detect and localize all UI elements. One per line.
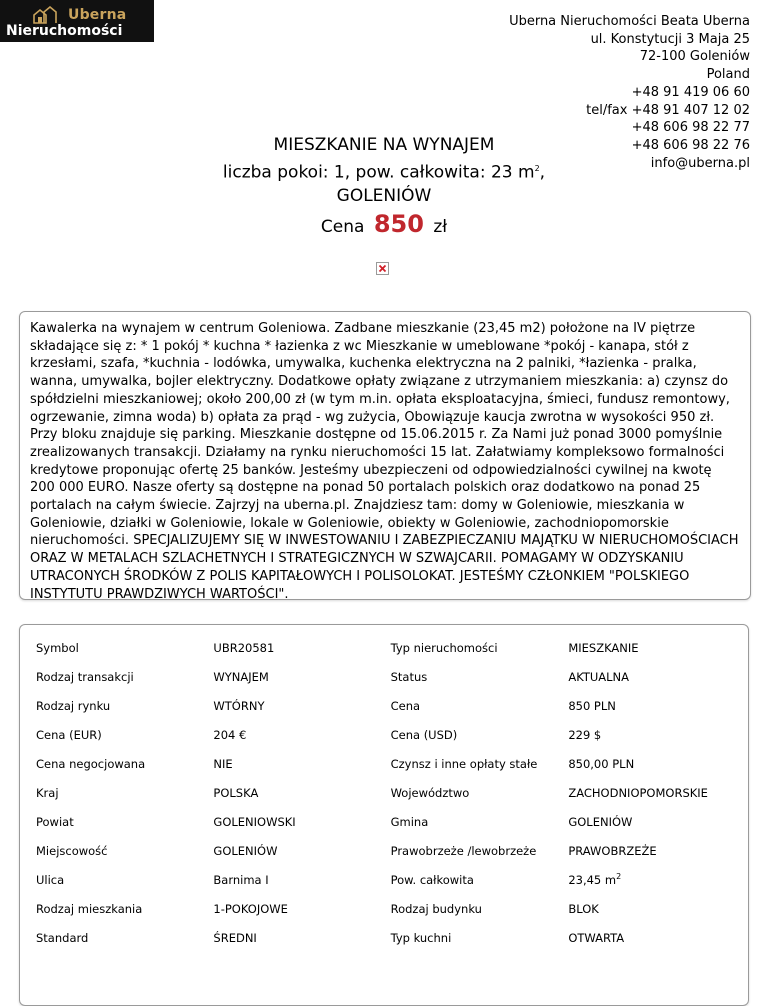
detail-value (213, 894, 390, 923)
detail-value-text: Barnima I (213, 872, 269, 887)
detail-value (568, 633, 748, 662)
detail-value-text: GOLENIOWSKI (213, 814, 296, 829)
detail-label (36, 633, 213, 662)
description-text: Kawalerka na wynajem w centrum Goleniowa. Zadbane mieszkanie (23,45 m2) położone na IV piętrze składające się z: * 1 pokój * kuchna * łazienka z wc Mieszkanie w umeblowane *pokój - kanapa, stół z krzesłami, szafa, *kuchnia - lodówka, umywalka, kuchenka elektryczna na 2 palniki, *łazienka - pralka, wanna, umywalka, bojler elektryczny. Dodatkowe opłaty związane z utrzymaniem mieszkania: a) czynsz do spółdzielni mieszkaniowej; około 200,00 zł (w tym m.in. opłata eksploatacyjna, śmieci, fundusz remontowy, ogrzewanie, zimna woda) b) opłata za prąd - wg zużycia, Obowiązuje kaucja zwrotna w wysokości 950 zł. Przy bloku znajduje się parking. Mieszkanie dostępne od 15.06.2015 r. Za Nami już ponad 3000 pomyślnie zrealizowanych transakcji. Działamy na rynku nieruchomości 15 lat. Załatwiamy kompleksowo formalności kredytowe proponując ofertę 25 banków. Jesteśmy ubezpieczeni od odpowiedzialności cywilnej na kwotę 200 000 EURO. Nasze oferty są dostępne na ponad 50 portalach polskich oraz dodatkowo na ponad 25 portalach na całym świecie. Zajrzyj na uberna.pl. Znajdziesz tam: domy w Goleniowie, mieszkania w Goleniowie, działki w Goleniowie, lokale w Goleniowie, obiekty w Goleniowie, zachodniopomorskie nieruchomości. SPECJALIZUJEMY SIĘ W INWESTOWANIU I ZABEZPIECZANIU MAJĄTKU W NIERUCHOMOŚCIACH ORAZ W METALACH SZLACHETNYCH I STRATEGICZNYCH W SZWAJCARII. POMAGAMY W ODZYSKANIU UTRACONYCH ŚRODKÓW Z POLIS KAPITAŁOWYCH I POLISOLOKAT. JESTEŚMY CZŁONKIEM "POLSKIEGO INSTYTUTU PRAWDZIWYCH WARTOŚCI". (30, 321, 739, 602)
price-line (180, 210, 588, 238)
price-value: 850 (373, 210, 424, 238)
detail-label-text: Symbol (36, 640, 79, 655)
detail-value-text: 23,45 m (568, 872, 617, 887)
detail-value (568, 807, 748, 836)
detail-label-text: Cena (EUR) (36, 727, 102, 742)
detail-label-text: Miejscowość (36, 843, 108, 858)
agency-street: ul. Konstytucji 3 Maja 25 (590, 31, 750, 47)
detail-value (568, 749, 748, 778)
detail-value (568, 836, 748, 865)
detail-value (213, 807, 390, 836)
table-row (36, 836, 748, 865)
detail-label (391, 662, 569, 691)
detail-value (213, 720, 390, 749)
table-row (36, 720, 748, 749)
price-currency: zł (433, 217, 448, 237)
table-row (36, 894, 748, 923)
detail-label (391, 923, 569, 952)
detail-label-text: Rodzaj mieszkania (36, 901, 143, 916)
detail-label (36, 720, 213, 749)
listing-city: GOLENIÓW (336, 185, 432, 206)
table-row (36, 749, 748, 778)
agency-phone-1: +48 91 419 06 60 (631, 84, 750, 100)
detail-value-text: AKTUALNA (568, 669, 630, 684)
detail-value-text: WTÓRNY (213, 698, 265, 713)
detail-label (36, 691, 213, 720)
detail-label (391, 749, 569, 778)
detail-label-text: Cena negocjowana (36, 756, 146, 771)
table-row (36, 923, 748, 952)
detail-label-text: Ulica (36, 872, 65, 887)
detail-value-text: WYNAJEM (213, 669, 269, 684)
table-row (36, 633, 748, 662)
detail-value (568, 720, 748, 749)
detail-label-text: Czynsz i inne opłaty stałe (390, 756, 538, 771)
detail-value (213, 865, 390, 894)
detail-value-text: 850 PLN (568, 698, 616, 713)
listing-header (180, 134, 588, 208)
logo-text-bottom: Nieruchomości (6, 23, 123, 39)
detail-value (213, 836, 390, 865)
table-row (36, 662, 748, 691)
detail-label (36, 662, 213, 691)
detail-value (213, 749, 390, 778)
agency-country: Poland (706, 67, 750, 83)
price-label: Cena (320, 217, 365, 237)
detail-value (568, 865, 748, 894)
detail-label-text: Typ nieruchomości (390, 640, 498, 655)
company-logo (0, 0, 154, 42)
detail-label (391, 894, 569, 923)
detail-value (568, 778, 748, 807)
detail-value (568, 923, 748, 952)
detail-label (36, 749, 213, 778)
table-row (36, 691, 748, 720)
detail-label-text: Rodzaj transakcji (36, 669, 134, 684)
detail-value-text: NIE (213, 756, 233, 771)
detail-label-text: Cena (USD) (390, 727, 458, 742)
detail-value-text: 850,00 PLN (568, 756, 635, 771)
detail-value-text: GOLENIÓW (213, 843, 278, 858)
detail-value-text: PRAWOBRZEŻE (568, 843, 657, 858)
detail-value-text: 1-POKOJOWE (213, 901, 288, 916)
detail-label (36, 865, 213, 894)
agency-postcode: 72-100 Goleniów (639, 49, 750, 65)
listing-title: MIESZKANIE NA WYNAJEM (273, 135, 495, 155)
detail-label (391, 691, 569, 720)
detail-label-text: Status (390, 669, 428, 684)
detail-label (391, 807, 569, 836)
detail-value-text: 204 € (213, 727, 247, 742)
detail-label-text: Typ kuchni (390, 930, 452, 945)
detail-label-text: Gmina (390, 814, 429, 829)
detail-value-text: BLOK (568, 901, 599, 916)
detail-label-text: Standard (36, 930, 89, 945)
agency-phone-2: +48 606 98 22 77 (631, 120, 750, 136)
details-box (19, 624, 749, 1006)
table-row (36, 807, 748, 836)
detail-label-text: Pow. całkowita (390, 872, 474, 887)
detail-label-text: Cena (390, 698, 421, 713)
detail-value (568, 691, 748, 720)
detail-value (213, 691, 390, 720)
detail-label (391, 836, 569, 865)
detail-label-text: Województwo (390, 785, 470, 800)
detail-value-text: POLSKA (213, 785, 259, 800)
detail-value (213, 633, 390, 662)
detail-label-text: Rodzaj rynku (36, 698, 111, 713)
detail-label (391, 778, 569, 807)
detail-label (36, 894, 213, 923)
detail-label-text: Powiat (36, 814, 74, 829)
detail-value (568, 894, 748, 923)
detail-value-text: UBR20581 (213, 640, 275, 655)
detail-label (36, 836, 213, 865)
detail-value (213, 778, 390, 807)
listing-details-sup: 2 (534, 164, 540, 173)
detail-label (36, 923, 213, 952)
agency-phone-3: +48 606 98 22 76 (631, 137, 750, 153)
agency-email[interactable]: info@uberna.pl (650, 155, 750, 171)
detail-label (36, 807, 213, 836)
detail-value-text: ZACHODNIOPOMORSKIE (568, 785, 708, 800)
listing-details-suffix: , (539, 162, 546, 183)
table-row (36, 778, 748, 807)
detail-label (36, 778, 213, 807)
detail-label (391, 720, 569, 749)
broken-image-icon (376, 262, 389, 275)
table-row (36, 865, 748, 894)
detail-label-text: Kraj (36, 785, 59, 800)
detail-value-text: OTWARTA (568, 930, 625, 945)
detail-value (213, 923, 390, 952)
listing-details (180, 157, 588, 185)
detail-label-text: Prawobrzeże /lewobrzeże (390, 843, 537, 858)
agency-fax: tel/fax +48 91 407 12 02 (586, 102, 750, 118)
details-table (36, 633, 748, 952)
logo-text-top: Uberna (68, 7, 127, 23)
detail-label (391, 865, 569, 894)
detail-value-sup: 2 (616, 872, 622, 882)
detail-value-text: MIESZKANIE (568, 640, 639, 655)
detail-value-text: 229 $ (568, 727, 602, 742)
agency-name: Uberna Nieruchomości Beata Uberna (509, 14, 750, 29)
detail-value (568, 662, 748, 691)
house-roof-icon (30, 6, 66, 24)
detail-label (391, 633, 569, 662)
detail-value (213, 662, 390, 691)
description-box (19, 311, 751, 600)
detail-label-text: Rodzaj budynku (390, 901, 482, 916)
listing-details-text: liczba pokoi: 1, pow. całkowita: 23 m (222, 162, 535, 183)
detail-value-text: ŚREDNI (213, 930, 257, 945)
detail-value-text: GOLENIÓW (568, 814, 633, 829)
